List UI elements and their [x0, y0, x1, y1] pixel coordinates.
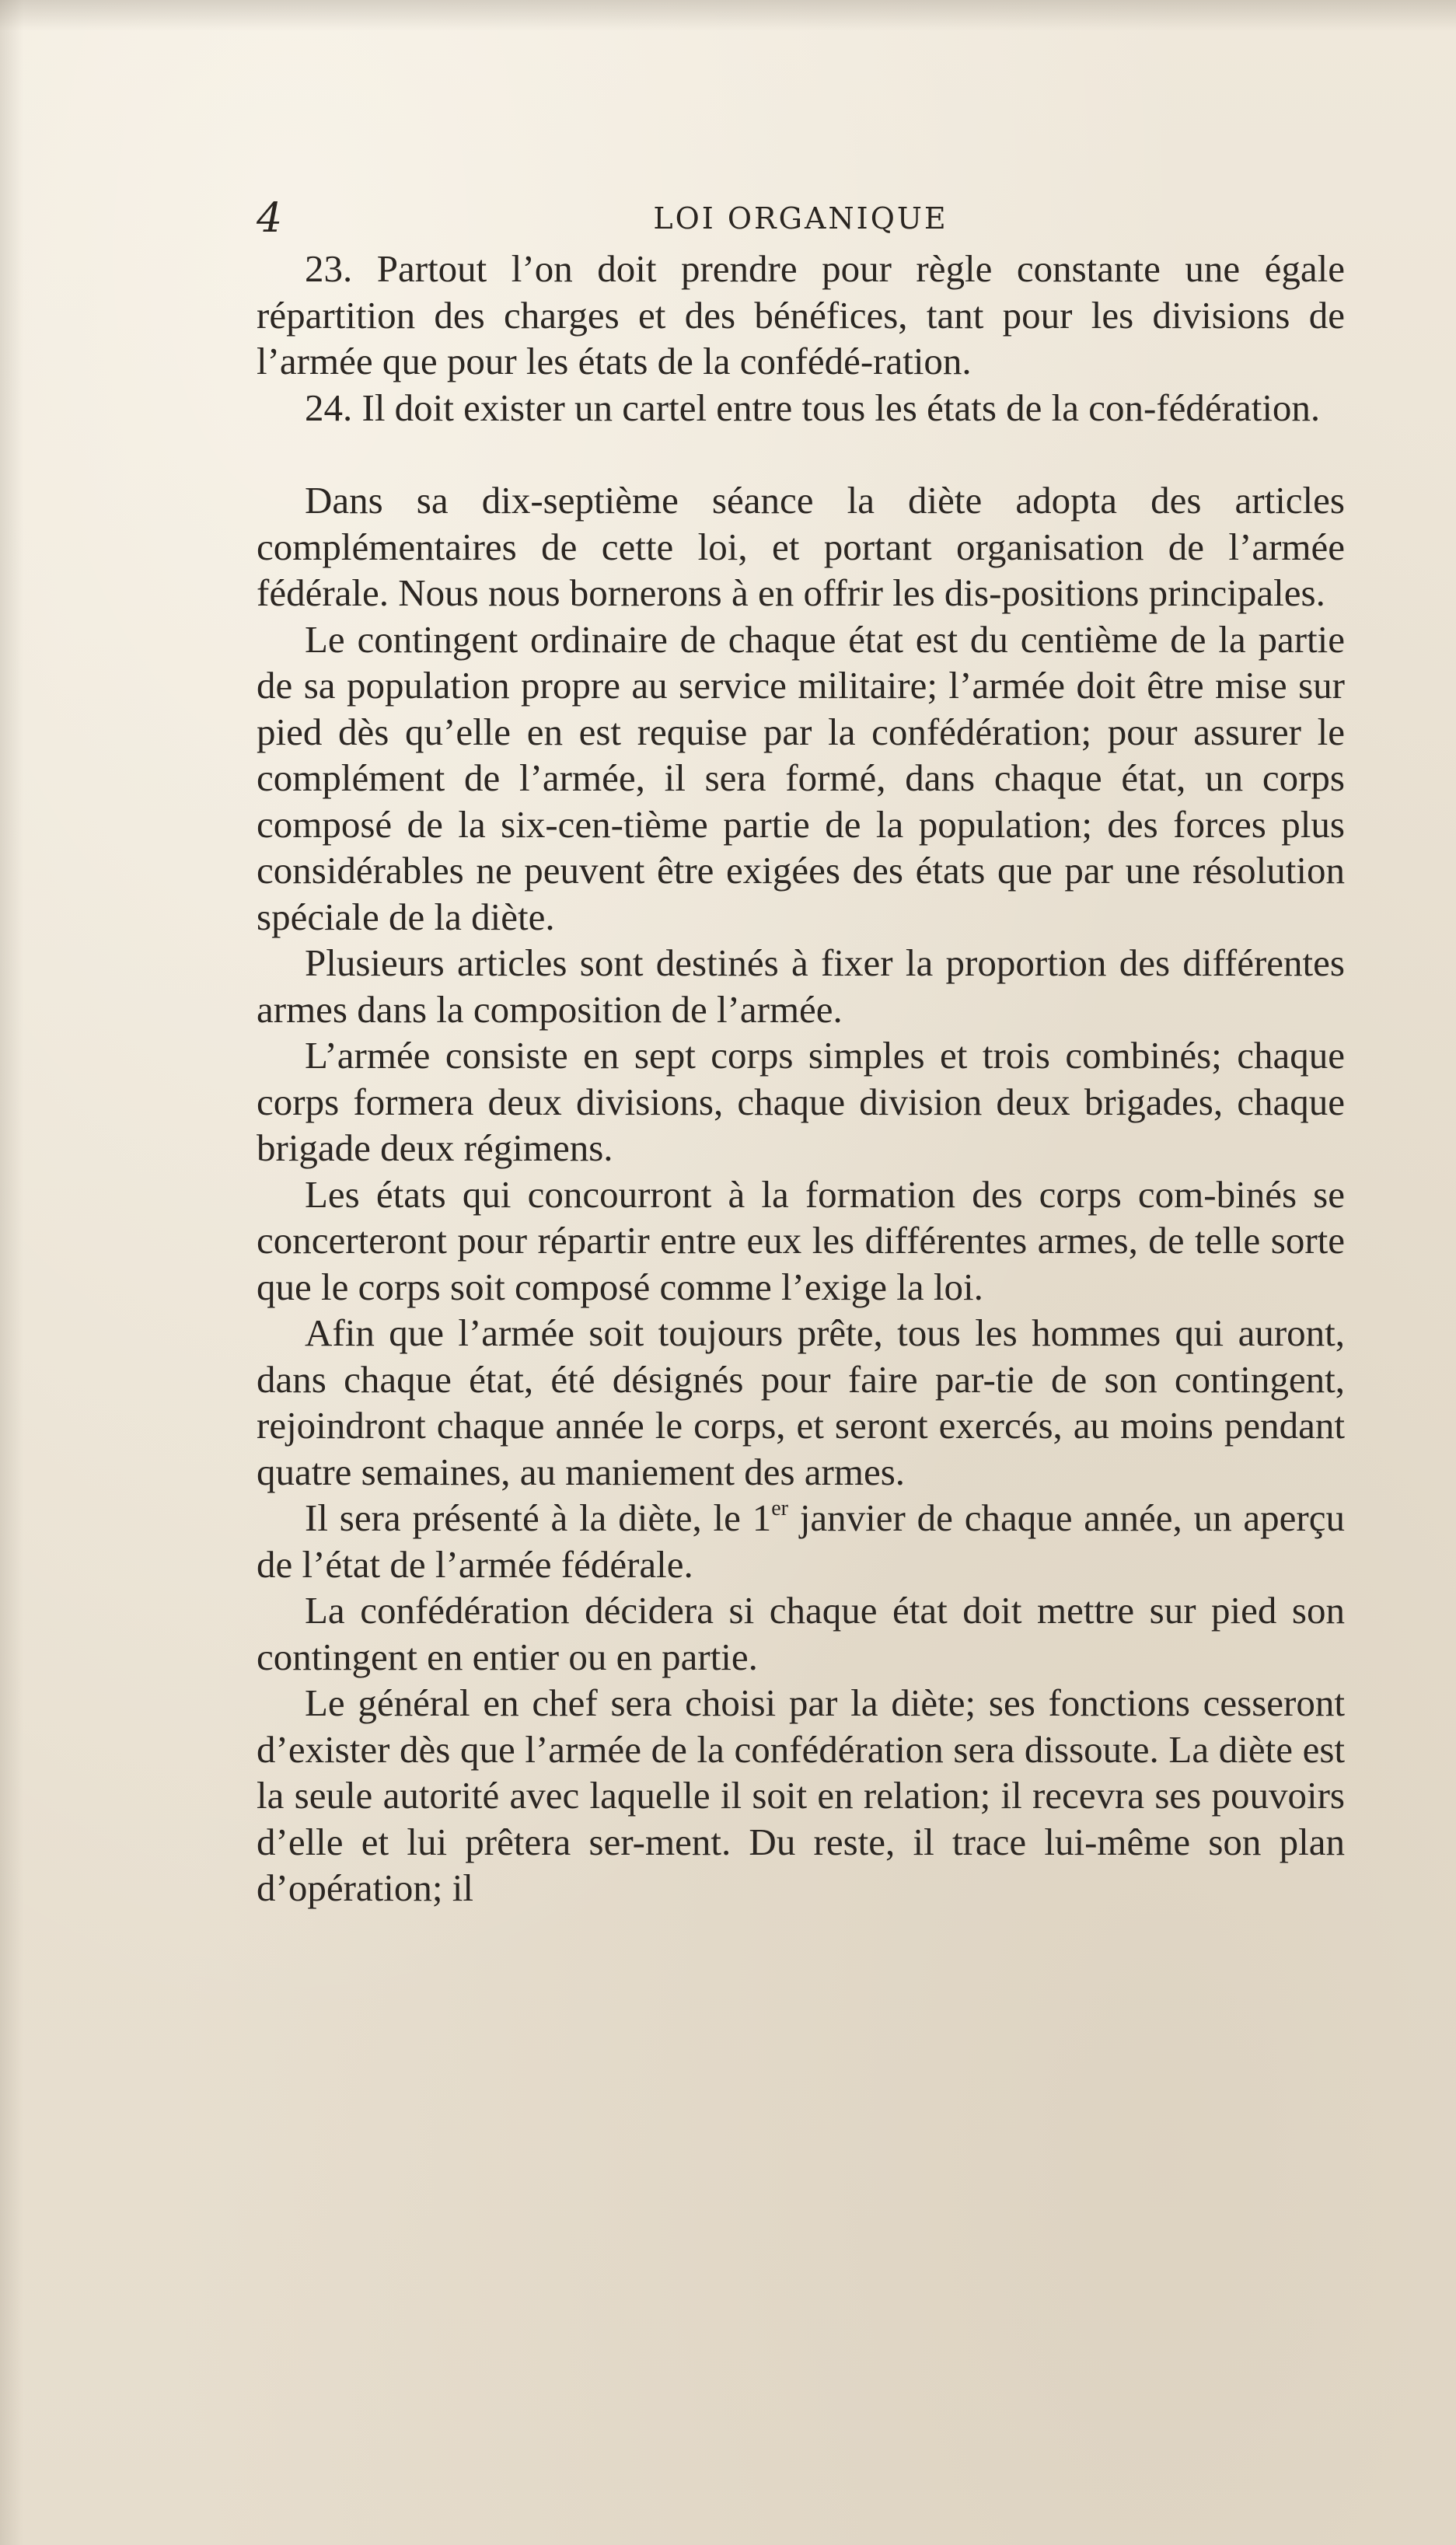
paragraph-general-en-chef: Le général en chef sera choisi par la diète; ses fonctions cesseront d’exister dès que l’armée de la confédération sera dissoute. La diète est la seule autorité avec laquelle il soit en relation; il recevra ses pouvoirs d’elle et lui prêtera ser-ment. Du reste, il trace lui-même son plan d’opération; il — [257, 1681, 1345, 1909]
body-text — [257, 246, 1345, 1911]
page-edge-shadow-left — [0, 0, 23, 2545]
paragraph-apercu-start: Il sera présenté à la diète, le 1 — [305, 1496, 772, 1539]
page-number: 4 — [257, 195, 283, 242]
paragraph-corps: L’armée consiste en sept corps simples et trois combinés; chaque corps formera deux divisions, chaque division deux brigades, chaque brigade deux régimens. — [257, 1034, 1345, 1169]
article-24: 24. Il doit exister un cartel entre tous les états de la con-fédération. — [305, 386, 1321, 429]
page-header — [257, 191, 1345, 246]
page-edge-shadow-top — [0, 0, 1456, 31]
paragraph-contingent: Le contingent ordinaire de chaque état est du centième de la partie de sa population propre au service militaire; l’armée doit être mise sur pied dès qu’elle en est requise par la confédération; pour assurer le complément de l’armée, il sera formé, dans chaque état, un corps composé de la six-cen-tième partie de la population; des forces plus considérables ne peuvent être exigées des états que par une résolution spéciale de la diète. — [257, 617, 1345, 938]
paragraph-exercices: Afin que l’armée soit toujours prête, tous les hommes qui auront, dans chaque état, été désignés pour faire par-tie de son contingent, rejoindront chaque année le corps, et seront exercés, au moins pendant quatre semaines, au maniement des armes. — [257, 1311, 1345, 1493]
paragraph-apercu-end: janvier de chaque année, un aperçu de l’état de l’armée fédérale. — [257, 1496, 1345, 1586]
superscript-er: er — [771, 1496, 788, 1520]
paragraph-apercu — [257, 1495, 1345, 1587]
article-23: 23. Partout l’on doit prendre pour règle constante une égale répartition des charges et des bénéfices, tant pour les divisions de l’armée que pour les états de la confédé-ration. — [257, 247, 1345, 382]
paragraph-contingent-decision: La confédération décidera si chaque état doit mettre sur pied son contingent en entier ou en partie. — [257, 1589, 1345, 1678]
paragraph-proportion-armes: Plusieurs articles sont destinés à fixer la proportion des différentes armes dans la composition de l’armée. — [257, 941, 1345, 1031]
paragraph-diete-seance: Dans sa dix-septième séance la diète adopta des articles complémentaires de cette loi, et portant organisation de l’armée fédérale. Nous nous bornerons à en offrir les dis-positions principales. — [257, 479, 1345, 614]
paragraph-corps-combines: Les états qui concourront à la formation des corps com-binés se concerteront pour répartir entre eux les différentes armes, de telle sorte que le corps soit composé comme l’exige la loi. — [257, 1172, 1345, 1308]
running-title: LOI ORGANIQUE — [653, 201, 948, 236]
